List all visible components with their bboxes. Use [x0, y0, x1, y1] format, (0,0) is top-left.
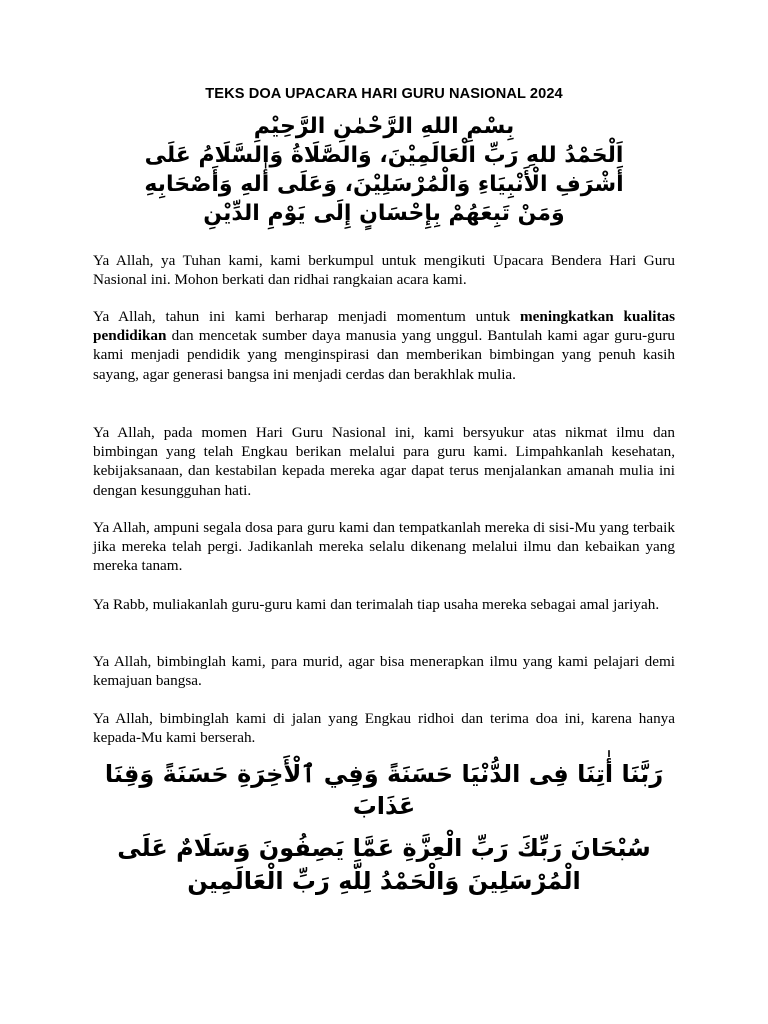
arabic-line: الْمُرْسَلِينَ وَالْحَمْدُ لِلَّهِ رَبِّ الْعَالَمِين — [187, 867, 581, 895]
closing-arabic-prayer-2 — [93, 832, 675, 898]
paragraph-2 — [93, 307, 675, 384]
arabic-line: عَذَابَ — [352, 792, 416, 820]
arabic-line: وَمَنْ تَبِعَهُمْ بِإِحْسَانٍ إِلَى يَوْمِ الدِّيْنِ — [203, 201, 565, 226]
paragraph-3: Ya Allah, pada momen Hari Guru Nasional ini, kami bersyukur atas nikmat ilmu dan bimbingan yang telah Engkau berikan melalui para guru kami. Limpahkanlah kesehatan, kebijaksanaan, dan kestabilan kepada mereka agar dapat terus menjalankan amanah mulia ini dengan kesungguhan hati. — [93, 424, 675, 499]
arabic-line: بِسْمِ اللهِ الرَّحْمٰنِ الرَّحِيْمِ — [253, 114, 515, 139]
paragraph-4: Ya Allah, ampuni segala dosa para guru kami dan tempatkanlah mereka di sisi-Mu yang terbaik jika mereka telah pergi. Jadikanlah mereka selalu dikenang melalui ilmu dan kebaikan yang mereka tanam. — [93, 519, 675, 575]
arabic-line: أَشْرَفِ الْأَنْبِيَاءِ وَالْمُرْسَلِيْنَ، وَعَلَى أٰلهِ وَأَصْحَابِهِ — [144, 172, 624, 197]
paragraph-2-bold-phrase: meningkatkan kualitas pendidikan — [93, 308, 675, 345]
closing-arabic-prayer-1 — [93, 758, 675, 822]
arabic-line: اَلْحَمْدُ للهِ رَبِّ الْعَالَمِيْنَ، وَالصَّلَاةُ وَالسَّلَامُ عَلَى — [144, 143, 624, 168]
opening-arabic-prayer — [93, 112, 675, 228]
paragraph-5: Ya Rabb, muliakanlah guru-guru kami dan terimalah tiap usaha mereka sebagai amal jariyah. — [93, 596, 660, 613]
arabic-line: سُبْحَانَ رَبِّكَ رَبِّ الْعِزَّةِ عَمَّا يَصِفُونَ وَسَلَامٌ عَلَى — [117, 834, 651, 862]
paragraph-6: Ya Allah, bimbinglah kami, para murid, agar bisa menerapkan ilmu yang kami pelajari demi kemajuan bangsa. — [93, 653, 675, 690]
document-title: TEKS DOA UPACARA HARI GURU NASIONAL 2024 — [205, 86, 563, 102]
arabic-line: رَبَّنَا أٰتِنَا فِى الدُّنْيَا حَسَنَةً وَفِي ٱلْأَخِرَةِ حَسَنَةً وَقِنَا — [104, 760, 664, 788]
paragraph-2-text-end: dan mencetak sumber daya manusia yang unggul. Bantulah kami agar guru-guru kami menjadi pendidik yang menginspirasi dan memberikan bimbingan yang penuh kasih sayang, agar generasi bangsa ini menjadi cerdas dan berakhlak mulia. — [93, 327, 675, 383]
paragraph-7: Ya Allah, bimbinglah kami di jalan yang Engkau ridhoi dan terima doa ini, karena hanya kepada-Mu kami berserah. — [93, 710, 675, 747]
paragraph-1: Ya Allah, ya Tuhan kami, kami berkumpul untuk mengikuti Upacara Bendera Hari Guru Nasional ini. Mohon berkati dan ridhai rangkaian acara kami. — [93, 252, 675, 289]
paragraph-2-text-start: Ya Allah, tahun ini kami berharap menjadi momentum untuk — [93, 308, 521, 325]
